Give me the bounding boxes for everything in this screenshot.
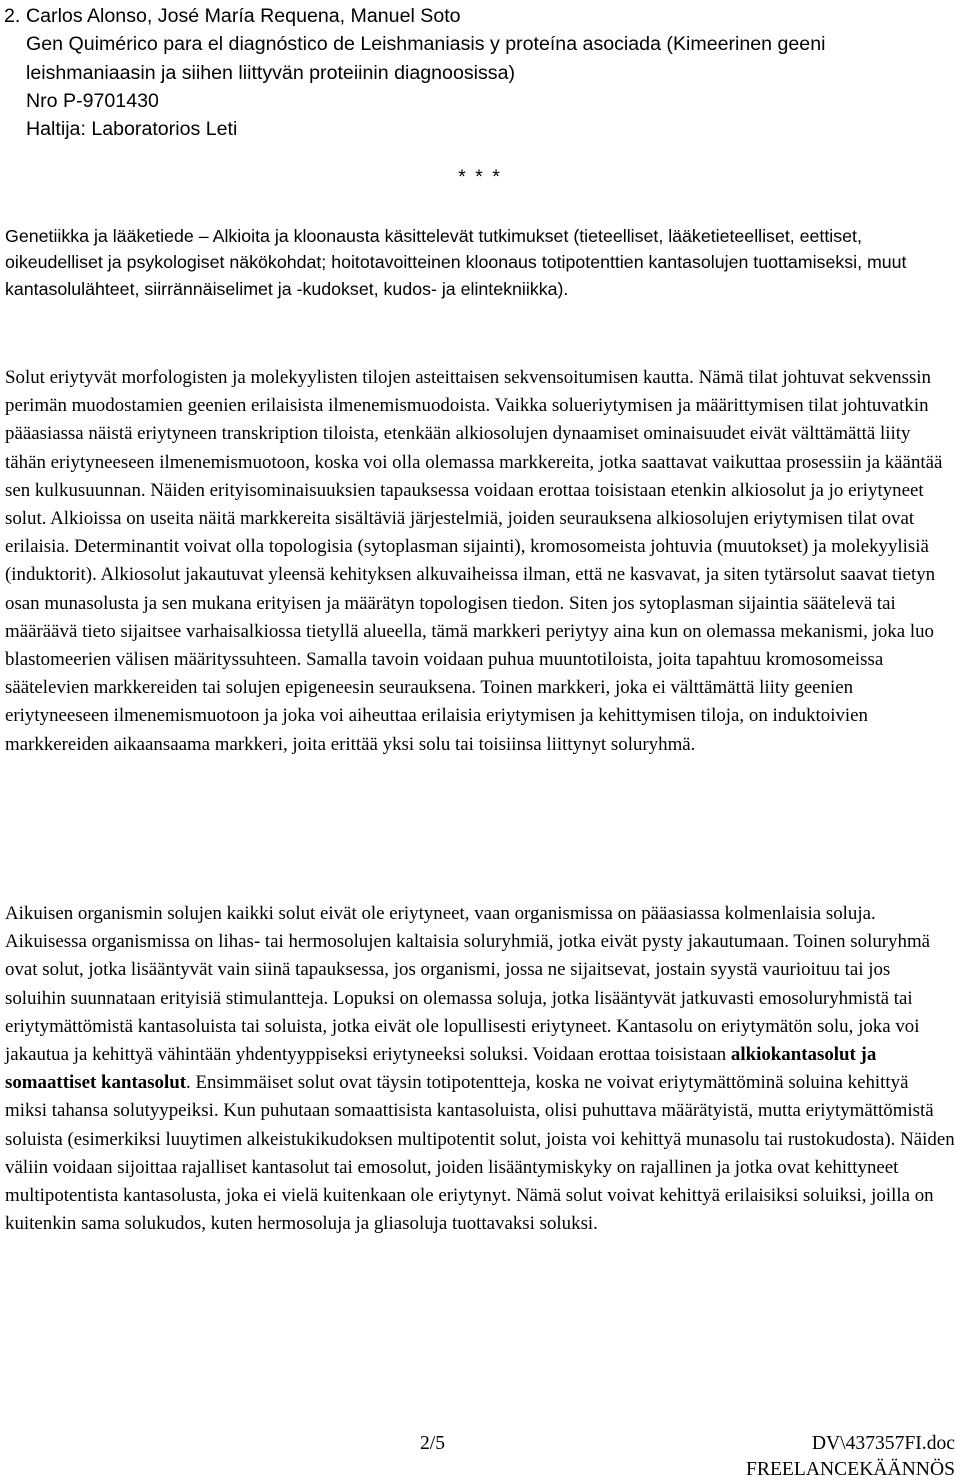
patent-header <box>4 2 954 143</box>
document-id: DV\437357FI.doc <box>811 1433 955 1454</box>
patent-title-line-2: leishmaniaasin ja siihen liittyvän proteiinin diagnoosissa) <box>26 61 516 84</box>
patent-title-line-1: Gen Quimérico para el diagnóstico de Leishmaniasis y proteína asociada (Kimeerinen geeni <box>26 33 826 56</box>
body-paragraph-1: Solut eriytyvät morfologisten ja molekyylisten tilojen asteittaisen sekvensoitumisen kautta. Nämä tilat johtuvat sekvenssin perimän muodostamien geenien erilaisista ilmenemismuodoista. Vaikka solueriytymisen ja määrittymisen tilat johtuvatkin pääasiassa näistä eriytyneen transkription tiloista, etenkään alkiosolujen dynaamiset ominaisuudet eivät välttämättä liity tähän eriytyneeseen ilmenemismuotoon, koska voi olla olemassa markkereita, jotka saattavat vaikuttaa prosessiin ja kääntää sen kulkusuunnan. Näiden erityisominaisuuksien tapauksessa voidaan erottaa toisistaan etenkin alkiosolut ja jo eriytyneet solut. Alkioissa on useita näitä markkereita sisältäviä järjestelmiä, joiden seurauksena alkiosolujen eriytymisen tilat ovat erilaisia. Determinantit voivat olla topologisia (sytoplasman sijainti), kromosomeista johtuvia (muutokset) ja molekyylisiä (induktorit). Alkiosolut jakautuvat yleensä kehityksen alkuvaiheissa ilman, että ne kasvavat, ja siten tytärsolut saavat tietyn osan munasolusta ja sen mukana erityisen ja määrätyn topologisen tiedon. Siten jos sytoplasman sijaintia säätelevä tai määräävä tieto sijaitsee varhaisalkiossa tietyllä alueella, tämä markkeri periytyy aina kun on olemassa mekanismi, joka luo blastomeerien välisen määrityssuhteen. Samalla tavoin voidaan puhua muuntotiloista, joita tapahtuu kromosomeissa säätelevien markkereiden tai solujen epigeneesin seurauksena. Toinen markkeri, joka ei välttämättä liity geenien eriytyneeseen ilmenemismuotoon ja joka voi aiheuttaa erilaisia eriytymisen ja kehittymisen tiloja, on induktoivien markkereiden aikaansaama markkeri, joita erittää yksi solu tai toisiinsa liittynyt soluryhmä. <box>5 367 943 755</box>
paragraph-2-text-end: . Ensimmäiset solut ovat täysin totipotentteja, koska ne voivat eriytymättöminä soluina kehittyä miksi tahansa solutyypeiksi. Kun puhutaan somaattisista kantasoluista, olisi puhuttava määrätyistä, mutta eriytymättömistä soluista (esimerkiksi luuytimen alkeistukikudoksen multipotentit solut, joista voi kehittyä munasolu tai rustokudosta). Näiden väliin voidaan sijoittaa rajalliset kantasolut tai emosolut, joiden lisääntymiskyky on rajallinen ja jotka ovat kehittyneet multipotentista kantasolusta, joka ei vielä kuitenkaan ole eriytynyt. Nämä solut voivat kehittyä erilaisiksi soluiksi, joilla on kuitenkin sama solukudos, kuten hermosoluja ja gliasoluja tuottavaksi soluksi. <box>5 1072 955 1235</box>
authors: Carlos Alonso, José María Requena, Manuel Soto <box>26 5 461 27</box>
page-footer <box>0 1430 960 1481</box>
body-paragraph-2 <box>5 900 955 1238</box>
patent-number: Nro P-9701430 <box>26 89 159 112</box>
item-number: 2. <box>4 5 21 27</box>
paragraph-2-bold-term: alkiokantasolut ja somaattiset kantasolut <box>5 1044 877 1094</box>
page-number: 2/5 <box>420 1433 446 1454</box>
topic-paragraph: Genetiikka ja lääketiede – Alkioita ja kloonausta käsittelevät tutkimukset (tieteelliset, lääketieteelliset, eettiset, oikeudelliset ja psykologiset näkökohdat; hoitotavoitteinen kloonaus totipotenttien kantasolujen tuottamiseksi, muut kantasolulähteet, siirrännäiselimet ja -kudokset, kudos- ja elintekniikka). <box>5 226 907 299</box>
section-separator: * * * <box>458 166 502 188</box>
patent-holder: Haltija: Laboratorios Leti <box>26 118 238 141</box>
paragraph-2-text-start: Aikuisen organismin solujen kaikki solut eivät ole eriytyneet, vaan organismissa on pääasiassa kolmenlaisia soluja. Aikuisessa organismissa on lihas- tai hermosolujen kaltaisia soluryhmiä, jotka eivät pysty jakautumaan. Toinen soluryhmä ovat solut, jotka lisääntyvät vain siinä tapauksessa, jos organismi, jossa ne sijaitsevat, jostain syystä vaurioituu tai jos soluihin suunnataan erityisiä stimulantteja. Lopuksi on olemassa soluja, jotka lisääntyvät jatkuvasti emosoluryhmistä tai eriytymättömistä kantasoluista tai soluista, jotka eivät ole lopullisesti eriytyneet. Kantasolu on eriytymätön solu, joka voi jakautua ja kehittyä vähintään yhdentyyppiseksi eriytyneeksi soluksi. Voidaan erottaa toisistaan <box>5 903 931 1066</box>
header-authors-line <box>4 2 954 30</box>
translation-firm: FREELANCEKÄÄNNÖS <box>745 1459 955 1480</box>
